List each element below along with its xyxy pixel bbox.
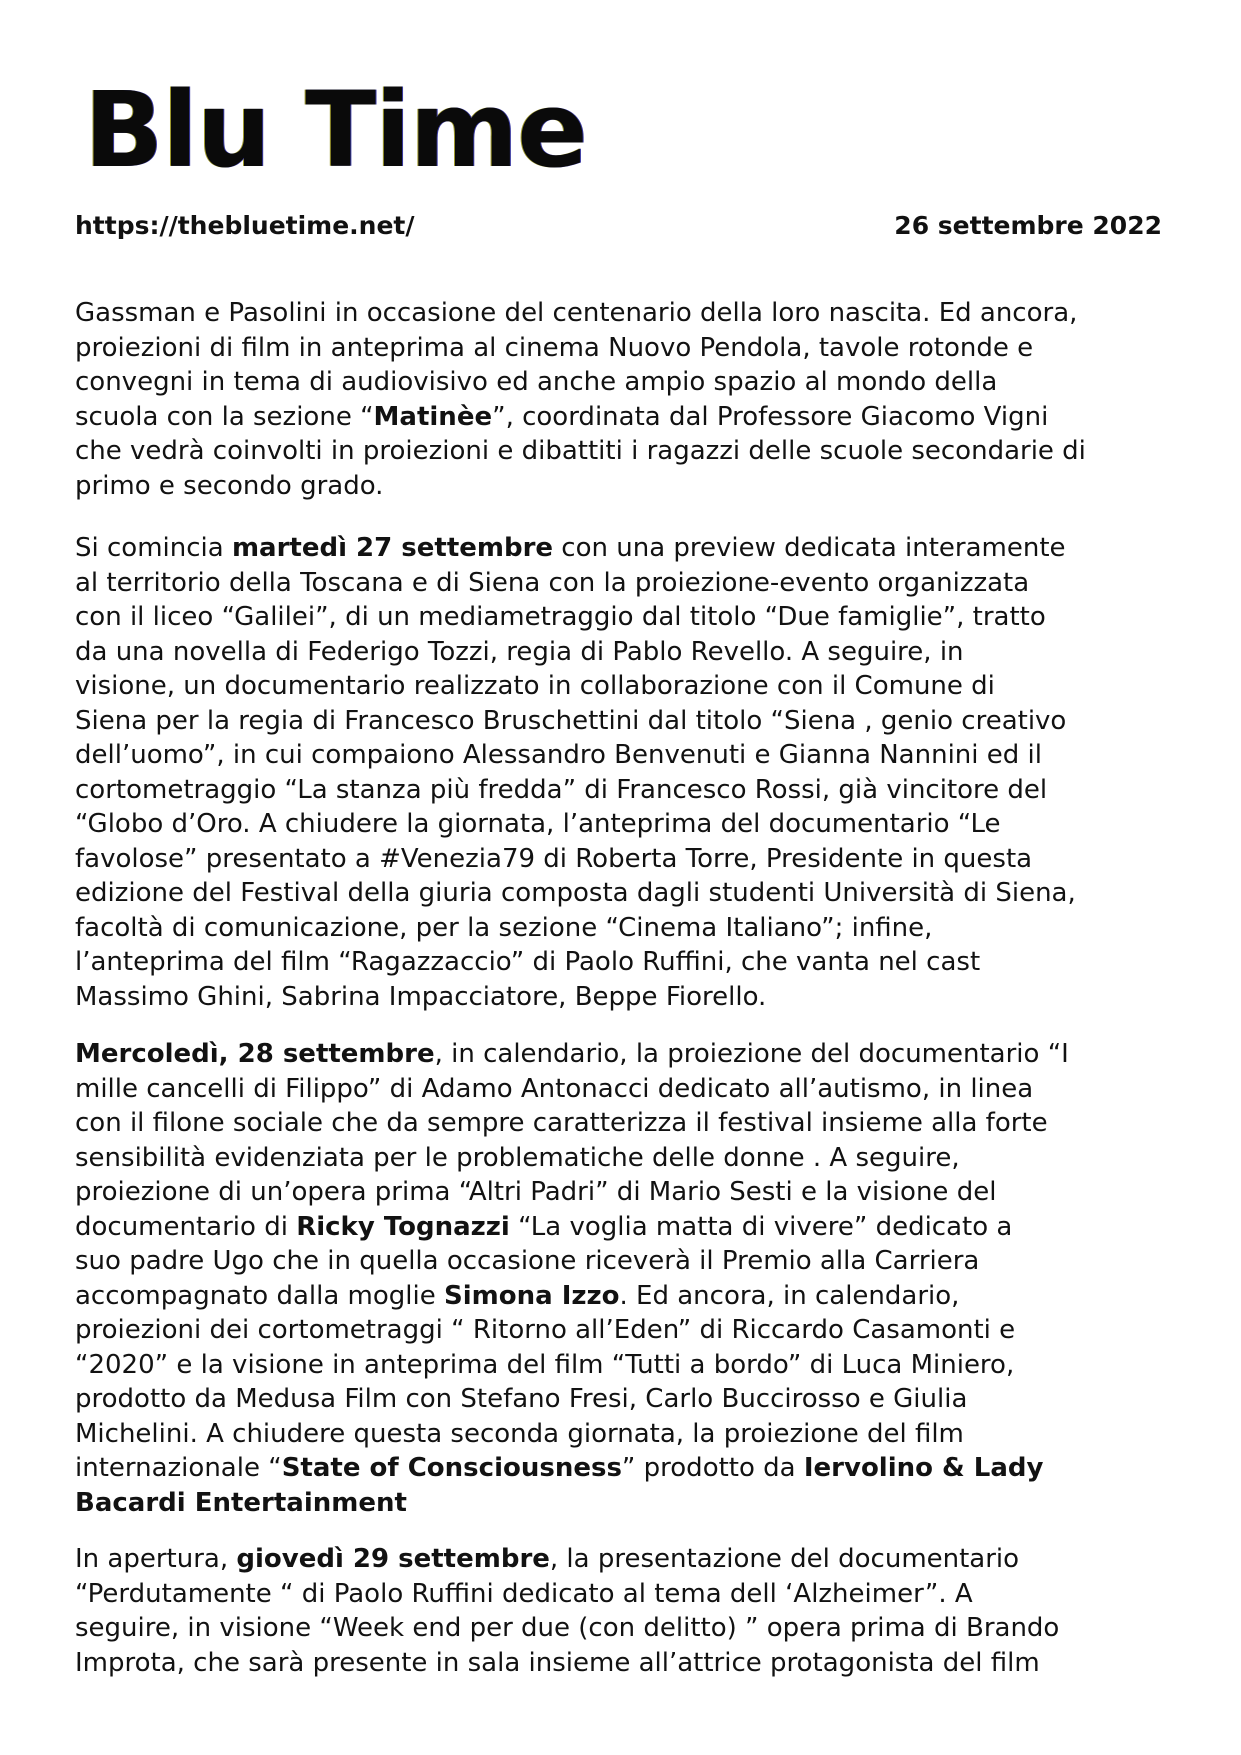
article-paragraph (75, 1542, 1175, 1680)
text-run: Siena per la regia di Francesco Bruschettini dal titolo “Siena , genio creativo (75, 705, 1067, 736)
article-meta (75, 208, 1162, 244)
text-run: primo e secondo grado. (75, 470, 384, 501)
text-line (75, 635, 1175, 670)
text-run: , la presentazione del documentario (549, 1544, 1020, 1574)
bold-text: Matinèe (373, 401, 493, 432)
text-run: visione, un documentario realizzato in collaborazione con il Comune di (75, 671, 995, 701)
text-run: suo padre Ugo che in quella occasione riceverà il Premio alla Carriera (75, 1246, 980, 1276)
text-line (75, 1611, 1175, 1646)
text-run: prodotto da Medusa Film con Stefano Fresi, Carlo Buccirosso e Giulia (75, 1384, 968, 1414)
text-run: “La voglia matta di vivere” dedicato a (509, 1211, 1013, 1242)
text-line (75, 911, 1175, 946)
text-line (75, 1141, 1175, 1176)
text-line (75, 1417, 1175, 1452)
text-line (75, 1175, 1175, 1210)
text-run: “2020” e la visione in anteprima del film “Tutti a bordo” di Luca Miniero, (75, 1349, 1015, 1380)
text-run: Massimo Ghini, Sabrina Impacciatore, Beppe Fiorello. (75, 981, 767, 1012)
text-line (75, 1486, 1175, 1521)
text-run: con il filone sociale che da sempre caratterizza il festival insieme alla forte (75, 1108, 1048, 1138)
text-line (75, 331, 1175, 366)
text-run: documentario di (75, 1211, 297, 1242)
text-line (75, 1279, 1175, 1314)
text-line (75, 669, 1175, 704)
text-line (75, 773, 1175, 808)
text-run: ” prodotto da (621, 1453, 804, 1483)
text-line (75, 738, 1175, 773)
text-line (75, 1313, 1175, 1348)
bold-text: Simona Izzo (444, 1280, 620, 1311)
text-run: , in calendario, la proiezione del documentario “I (434, 1039, 1069, 1069)
text-line (75, 842, 1175, 877)
text-line (75, 531, 1175, 566)
text-run: da una novella di Federigo Tozzi, regia di Pablo Revello. A seguire, in (75, 636, 964, 667)
text-line (75, 365, 1175, 400)
text-line (75, 1106, 1175, 1141)
source-url[interactable]: https://thebluetime.net/ (75, 211, 415, 240)
text-line (75, 296, 1175, 331)
bold-text: Mercoledì, 28 settembre (75, 1039, 435, 1069)
text-line (75, 1577, 1175, 1612)
bold-text: Iervolino & Lady (803, 1453, 1044, 1483)
text-line (75, 566, 1175, 601)
bold-text: giovedì 29 settembre (236, 1544, 550, 1574)
text-run: sensibilità evidenziata per le problematiche delle donne . A seguire, (75, 1142, 960, 1173)
text-line (75, 876, 1175, 911)
text-line (75, 1451, 1175, 1486)
text-run: al territorio della Toscana e di Siena con la proiezione-evento organizzata (75, 567, 1030, 598)
text-run: Si comincia (75, 533, 232, 563)
text-line (75, 807, 1175, 842)
text-run: . Ed ancora, in calendario, (619, 1280, 960, 1311)
text-run: proiezioni dei cortometraggi “ Ritorno all’Eden” di Riccardo Casamonti e (75, 1315, 1016, 1345)
publication-date: 26 settembre 2022 (894, 211, 1162, 240)
text-line (75, 1072, 1175, 1107)
publication-logo: Blu Time (84, 69, 587, 191)
text-run: “Globo d’Oro. A chiudere la giornata, l’anteprima del documentario “Le (75, 809, 1001, 839)
article-paragraph (75, 296, 1175, 503)
text-run: convegni in tema di audiovisivo ed anche ampio spazio al mondo della (75, 367, 998, 397)
text-line (75, 400, 1175, 435)
text-run: che vedrà coinvolti in proiezioni e dibattiti i ragazzi delle scuole secondarie di (75, 436, 1086, 466)
text-run: proiezione di un’opera prima “Altri Padri” di Mario Sesti e la visione del (75, 1177, 997, 1207)
text-line (75, 434, 1175, 469)
text-run: mille cancelli di Filippo” di Adamo Antonacci dedicato all’autismo, in linea (75, 1073, 1034, 1104)
text-run: l’anteprima del film “Ragazzaccio” di Paolo Ruffini, che vanta nel cast (75, 947, 981, 977)
text-line (75, 1348, 1175, 1383)
bold-text: Bacardi Entertainment (75, 1487, 407, 1518)
article-paragraph (75, 531, 1175, 1014)
text-run: con una preview dedicata interamente (553, 533, 1066, 563)
text-run: ”, coordinata dal Professore Giacomo Vigni (492, 401, 1049, 432)
text-line (75, 1646, 1175, 1681)
text-line (75, 980, 1175, 1015)
text-line (75, 469, 1175, 504)
text-run: internazionale “ (75, 1453, 282, 1483)
bold-text: martedì 27 settembre (231, 533, 554, 563)
text-run: cortometraggio “La stanza più fredda” di Francesco Rossi, già vincitore del (75, 774, 1048, 805)
text-line (75, 945, 1175, 980)
text-line (75, 1244, 1175, 1279)
text-run: “Perdutamente “ di Paolo Ruffini dedicato al tema dell ‘Alzheimer”. A (75, 1578, 973, 1609)
text-run: seguire, in visione “Week end per due (con delitto) ” opera prima di Brando (75, 1613, 1060, 1643)
text-line (75, 1210, 1175, 1245)
text-line (75, 600, 1175, 635)
article-paragraph (75, 1037, 1175, 1520)
text-line (75, 704, 1175, 739)
text-run: edizione del Festival della giuria composta dagli studenti Università di Siena, (75, 878, 1076, 908)
text-line (75, 1542, 1175, 1577)
text-run: favolose” presentato a #Venezia79 di Roberta Torre, Presidente in questa (75, 843, 1033, 874)
text-run: Michelini. A chiudere questa seconda giornata, la proiezione del film (75, 1418, 964, 1449)
text-run: dell’uomo”, in cui compaiono Alessandro Benvenuti e Gianna Nannini ed il (75, 740, 1042, 770)
text-run: proiezioni di film in anteprima al cinema Nuovo Pendola, tavole rotonde e (75, 332, 1034, 363)
text-run: con il liceo “Galilei”, di un mediametraggio dal titolo “Due famiglie”, tratto (75, 602, 1046, 632)
text-run: Improta, che sarà presente in sala insieme all’attrice protagonista del film (75, 1647, 1040, 1678)
text-line (75, 1037, 1175, 1072)
text-run: facoltà di comunicazione, per la sezione “Cinema Italiano”; infine, (75, 912, 933, 943)
text-line (75, 1382, 1175, 1417)
text-run: In apertura, (75, 1544, 237, 1574)
text-run: Gassman e Pasolini in occasione del centenario della loro nascita. Ed ancora, (75, 298, 1078, 328)
text-run: scuola con la sezione “ (75, 401, 374, 432)
bold-text: Ricky Tognazzi (296, 1211, 510, 1242)
bold-text: State of Consciousness (281, 1453, 622, 1483)
text-run: accompagnato dalla moglie (75, 1280, 445, 1311)
